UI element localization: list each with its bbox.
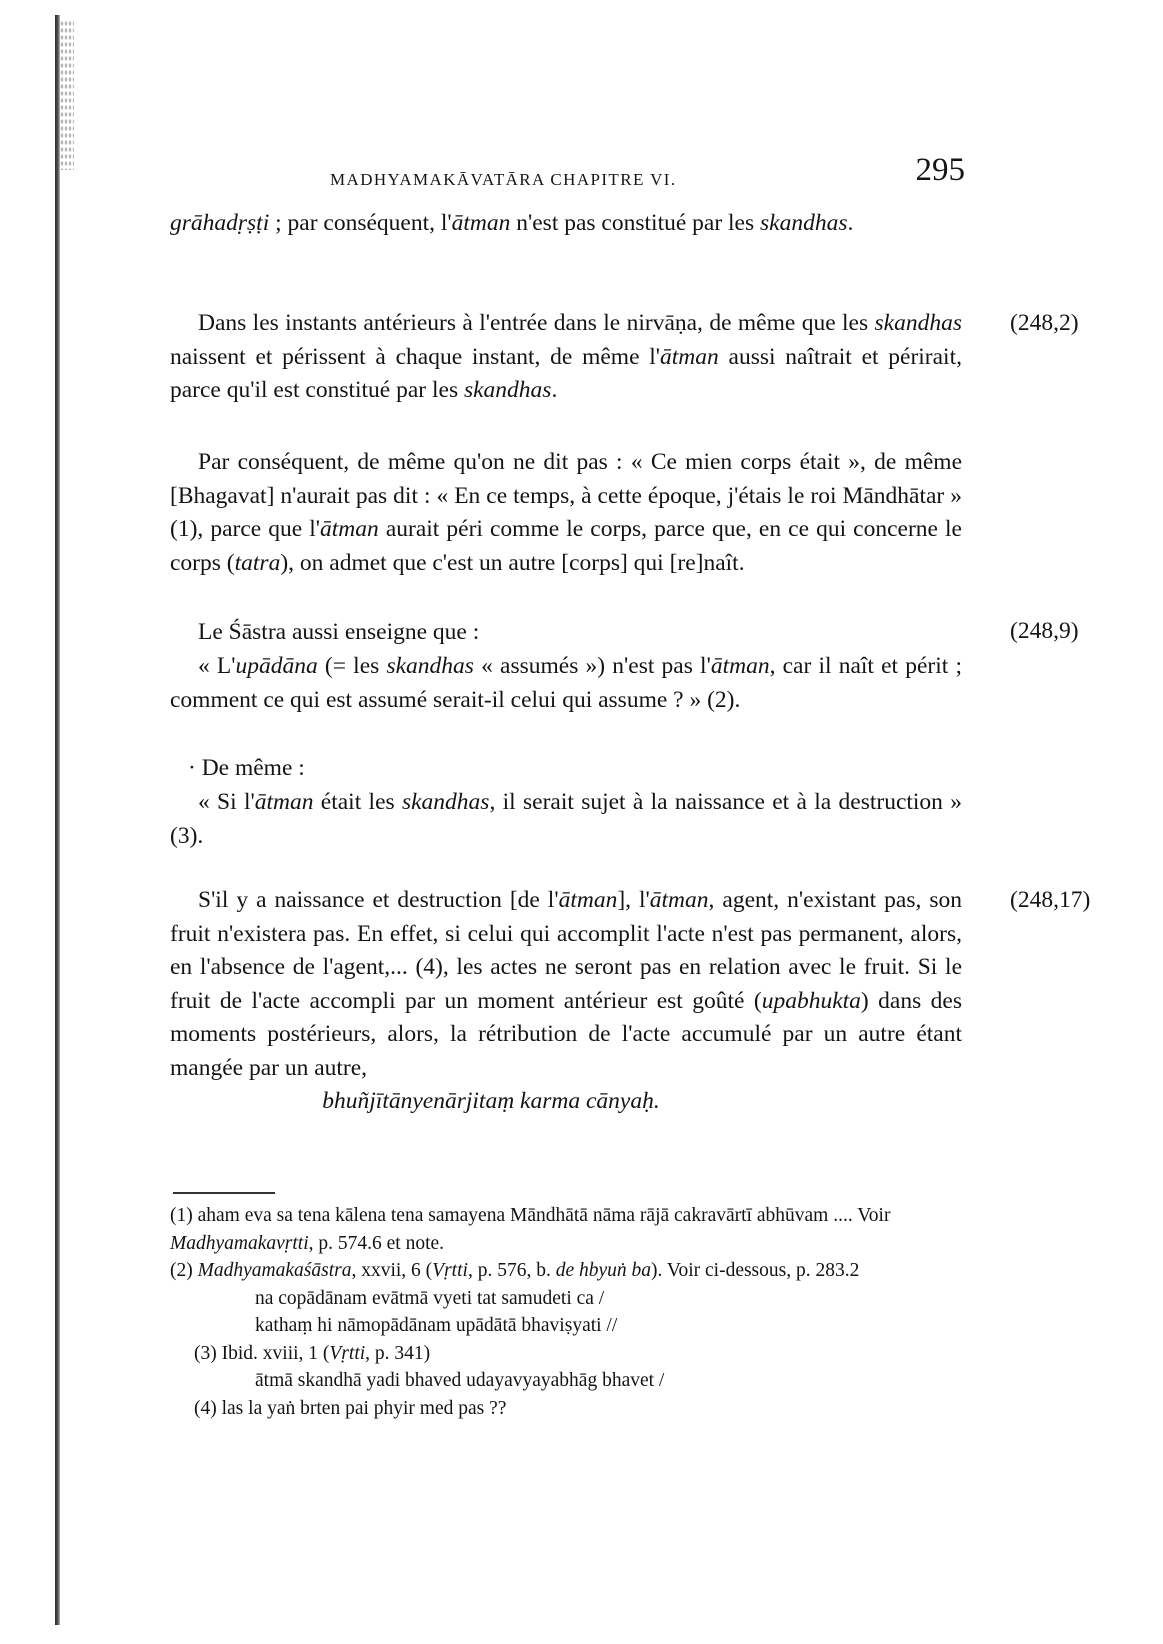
term-skandhas: skandhas: [401, 789, 490, 815]
paragraph-1: [170, 207, 962, 241]
margin-ref-1: (248,2): [1010, 310, 1079, 336]
text: , p. 574.6 et note.: [308, 1232, 445, 1254]
margin-ref-2: (248,9): [1010, 618, 1079, 644]
text: (= les: [317, 653, 387, 679]
paragraph-6: [170, 752, 962, 786]
term-upadana: upādāna: [235, 653, 318, 679]
term-grahadrsti: grāhadṛṣṭi: [170, 210, 270, 236]
text: S'il y a naissance et destruction [de l': [198, 887, 559, 913]
text: , p. 576, b.: [467, 1260, 556, 1281]
text: (1) aham eva sa tena kālena tena samayena Māndhātā nāma rājā cakravārtī abhūvam .... Voir: [170, 1205, 891, 1226]
page-binding-edge: [55, 15, 60, 1625]
term-atman: ātman: [649, 887, 709, 913]
term-atman: ātman: [320, 516, 379, 542]
footnote-3-verse: ātmā skandhā yadi bhaved udayavyayabhāg bhavet /: [255, 1370, 665, 1391]
term-tatra: tatra: [234, 549, 281, 576]
term-upabhukta: upabhukta: [761, 987, 861, 1014]
page-number: 295: [915, 152, 965, 188]
term-atman: ātman: [710, 653, 770, 679]
term-tibetan: de hbyuṅ ba: [555, 1260, 651, 1281]
term-skandhas: skandhas: [874, 310, 962, 336]
term-sastra: Madhyamakaśāstra: [197, 1260, 352, 1281]
sanskrit-verse: bhuñjītānyenārjitaṃ karma cānyaḥ.: [322, 1088, 660, 1114]
text: naissent et périssent à chaque instant, de même l': [170, 343, 661, 370]
text: , agent, n'existant pas, son fruit n'existera pas. En effet, si celui qui accomplit l'acte n'est pas permanent, alors, en l'absence de l'agent,... (4), les actes ne seront pas en relation avec le fruit. Si le fruit de l'acte accompli par un moment antérieur est goûté (: [170, 887, 963, 1014]
text: aussi naîtrait et périrait, parce qu'il est constitué par les: [170, 343, 962, 403]
text: .: [847, 210, 854, 236]
running-head: MADHYAMAKĀVATĀRA CHAPITRE VI.: [330, 170, 677, 189]
term-skandhas: skandhas: [463, 377, 552, 403]
footnote-rule: [173, 1192, 275, 1194]
text: Dans les instants antérieurs à l'entrée dans le nirvāṇa, de même que les: [198, 310, 875, 336]
term-vrtti: Madhyamakavṛtti: [170, 1232, 309, 1254]
text: ). Voir ci-dessous, p. 283.2: [651, 1260, 860, 1281]
paragraph-2: [170, 307, 962, 408]
term-skandhas: skandhas: [760, 210, 848, 236]
footnote-3: [170, 1340, 962, 1368]
paragraph-7: [170, 786, 962, 853]
term-atman: ātman: [451, 210, 511, 236]
paragraph-4: [170, 616, 962, 650]
term-atman: ātman: [254, 789, 314, 815]
margin-ref-3: (248,17): [1010, 887, 1091, 913]
text: n'est pas constitué par les: [510, 210, 761, 236]
text: aurait péri comme le corps, parce que, en ce qui concerne le corps (: [170, 516, 962, 576]
text: , xxvii, 6 (: [351, 1260, 433, 1281]
text: ) dans des moments postérieurs, alors, la rétribution de l'acte accumulé par un autre étant mangée par un autre,: [170, 987, 962, 1081]
de-meme: · De même :: [188, 755, 305, 781]
term-atman: ātman: [558, 887, 618, 913]
sastra-intro: Le Śāstra aussi enseigne que :: [198, 619, 480, 645]
paragraph-3: [170, 446, 962, 580]
text: (3) Ibid. xviii, 1 (: [194, 1342, 330, 1364]
text: ; par conséquent, l': [269, 210, 452, 236]
page-edge-speckle: [60, 20, 74, 170]
footnote-2-verse-1: na copādānam evātmā vyeti tat samudeti ca /: [255, 1287, 605, 1309]
term-skandhas: skandhas: [386, 653, 474, 679]
footnote-2: [170, 1257, 962, 1285]
text: , car il naît et périt ; comment ce qui est assumé serait-il celui qui assume ? » (2).: [170, 653, 962, 713]
text: ], l': [617, 887, 650, 913]
page-header: [170, 152, 965, 192]
text: (2): [170, 1260, 198, 1281]
text: , il serait sujet à la naissance et à la destruction » (3).: [170, 789, 962, 849]
term-vrtti: Vṛtti: [432, 1260, 468, 1281]
text: , p. 341): [365, 1342, 431, 1364]
paragraph-8: [170, 884, 962, 1119]
text: Par conséquent, de même qu'on ne dit pas : « Ce mien corps était », de même [Bhagavat] n'aurait pas dit : « En ce temps, à cette époque, j'étais le roi Māndhātar » (1), parce que l': [170, 449, 962, 542]
text: .: [551, 377, 558, 403]
footnote-2-verse-2: kathaṃ hi nāmopādānam upādātā bhaviṣyati //: [255, 1315, 618, 1336]
text: était les: [313, 789, 402, 815]
footnotes: [170, 1202, 962, 1422]
text: « Si l': [198, 789, 255, 815]
text: « L': [198, 653, 236, 679]
footnote-4: (4) las la yaṅ brten pai phyir med pas ??: [194, 1397, 507, 1419]
term-vrtti: Vṛtti: [329, 1342, 366, 1364]
text: « assumés ») n'est pas l': [473, 653, 711, 679]
term-atman: ātman: [660, 343, 719, 370]
paragraph-5: [170, 650, 962, 717]
text: ), on admet que c'est un autre [corps] qui [re]naît.: [280, 549, 745, 576]
footnote-1: [170, 1202, 962, 1257]
